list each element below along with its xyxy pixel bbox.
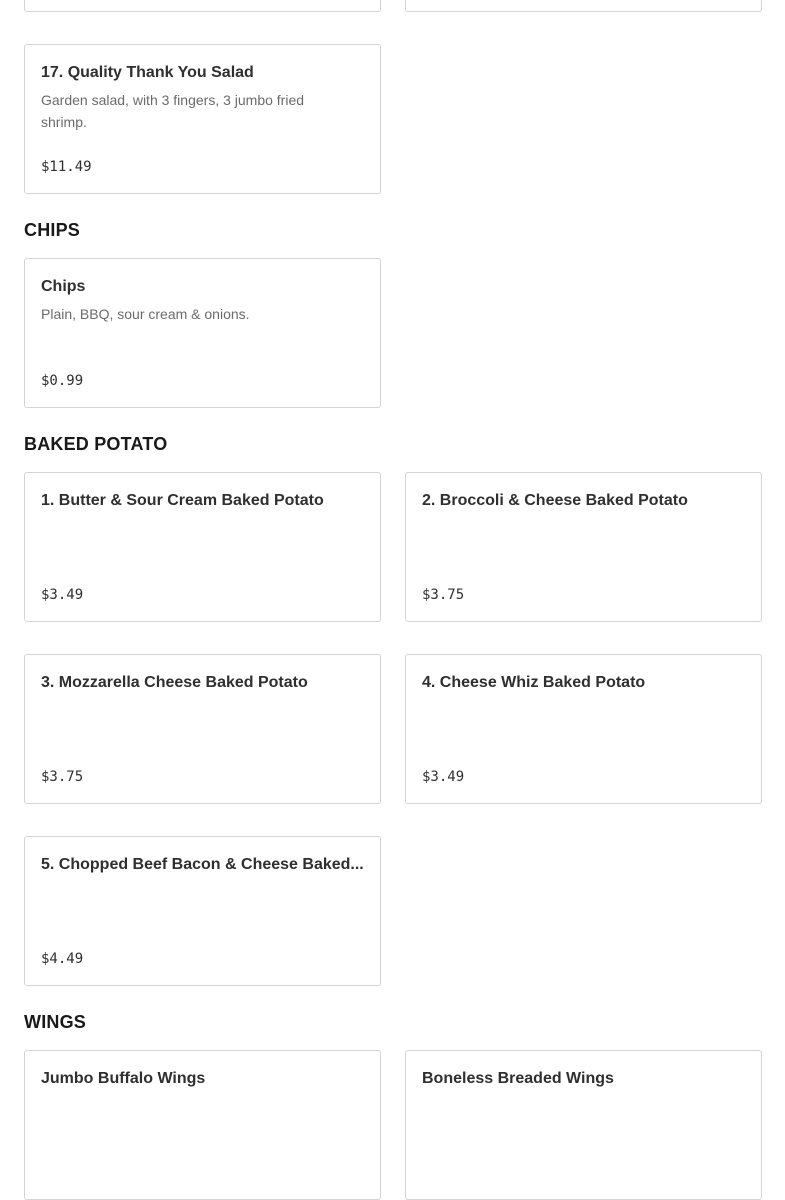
menu-item-card-quality-thank-you-salad[interactable] — [24, 44, 381, 194]
menu-item-name: 5. Chopped Beef Bacon & Cheese Baked... — [41, 856, 364, 873]
menu-item-card-butter-sour-cream-baked-potato[interactable] — [24, 472, 381, 622]
menu-item-description: Garden salad, with 3 fingers, 3 jumbo fried shrimp. — [41, 92, 305, 130]
menu-item-card-broccoli-cheese-baked-potato[interactable] — [405, 472, 762, 622]
menu-item-card-mozzarella-cheese-baked-potato[interactable] — [24, 654, 381, 804]
menu-item-price: $3.49 — [41, 587, 84, 603]
section-title-wings: WINGS — [24, 1012, 86, 1032]
section-title-baked-potato: BAKED POTATO — [24, 434, 168, 454]
menu-item-price: $0.99 — [41, 373, 84, 389]
menu-item-card-cheese-whiz-baked-potato[interactable] — [405, 654, 762, 804]
section-title-chips: CHIPS — [24, 220, 81, 240]
menu-item-name: 4. Cheese Whiz Baked Potato — [422, 674, 646, 691]
menu-item-name: 2. Broccoli & Cheese Baked Potato — [422, 492, 688, 509]
menu-item-card-chopped-beef-bacon-cheese-baked-potato[interactable] — [24, 836, 381, 986]
menu-item-price: $11.49 — [41, 159, 92, 175]
menu-item-name: 1. Butter & Sour Cream Baked Potato — [41, 492, 324, 509]
menu-item-description: Plain, BBQ, sour cream & onions. — [41, 306, 250, 322]
menu-item-card-jumbo-buffalo-wings[interactable] — [24, 1050, 381, 1200]
menu-item-card[interactable] — [24, 0, 381, 12]
menu-item-price: $4.49 — [41, 951, 84, 967]
menu-item-name: Chips — [41, 278, 86, 295]
menu-item-card-boneless-breaded-wings[interactable] — [405, 1050, 762, 1200]
menu-item-name: Boneless Breaded Wings — [422, 1070, 614, 1087]
menu-item-name: 17. Quality Thank You Salad — [41, 64, 254, 81]
menu-item-price: $3.75 — [41, 769, 84, 785]
menu-item-name: 3. Mozzarella Cheese Baked Potato — [41, 674, 308, 691]
menu-item-price: $3.49 — [422, 769, 465, 785]
menu-item-name: Jumbo Buffalo Wings — [41, 1070, 206, 1087]
menu-item-card[interactable] — [405, 0, 762, 12]
menu-item-card-chips[interactable] — [24, 258, 381, 408]
menu-item-price: $3.75 — [422, 587, 465, 603]
